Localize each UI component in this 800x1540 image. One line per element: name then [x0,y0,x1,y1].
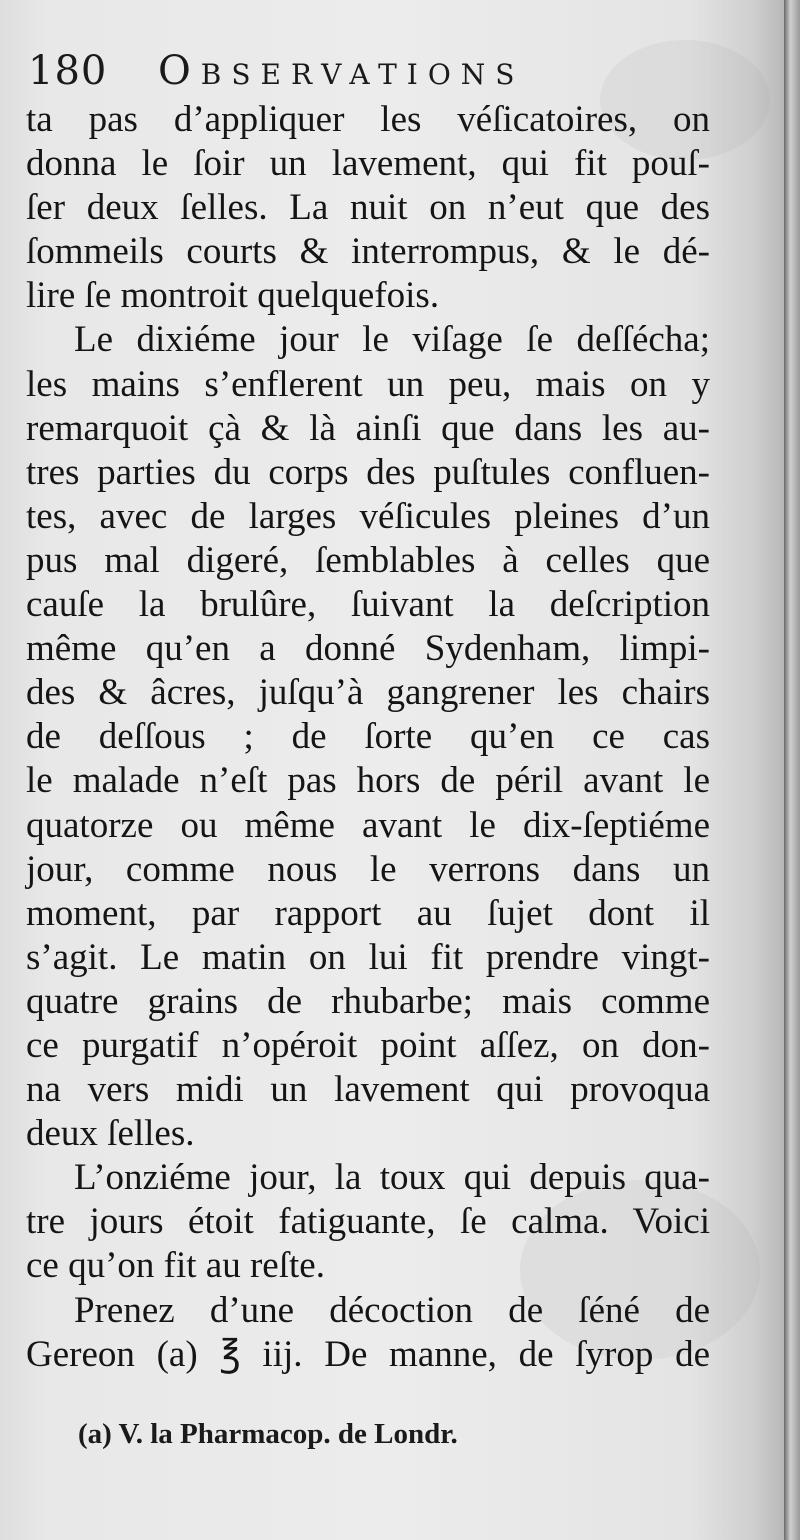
text-line: ce qu’on fit au reſte. [26,1245,325,1287]
text-line: pus mal digeré, ſemblables à celles que [26,539,710,581]
text-line: s’agit. Le matin on lui fit prendre vingt- [26,936,710,978]
text-line: lire ſe montroit quelquefois. [26,275,440,317]
text-line: ta pas d’appliquer les véſicatoires, on [26,99,710,140]
text-line: deux ſelles. [26,1113,195,1155]
text-line: les mains s’enflerent un peu, mais on y [26,363,710,405]
text-line: jour, comme nous le verrons dans un [26,848,710,890]
text-line: tres parties du corps des puſtules confluen- [26,451,710,493]
text-line: L’onziéme jour, la toux qui depuis qua- [74,1157,710,1199]
text-line: moment, par rapport au ſujet dont il [26,892,710,934]
text-line: ce purgatif n’opéroit point aſſez, on don- [26,1024,710,1066]
text-line: quatre grains de rhubarbe; mais comme [26,980,710,1022]
text-line: même qu’en a donné Sydenham, limpi- [26,628,710,670]
text-line: des & âcres, juſqu’à gangrener les chairs [26,672,710,714]
footnote: (a) V. la Pharmacop. de Londr. [78,1418,458,1450]
text-line: ſer deux ſelles. La nuit on n’eut que des [26,187,710,229]
text-line: tes, avec de larges véſicules pleines d’un [26,495,710,537]
body-text [26,98,710,1377]
text-line: le malade n’eſt pas hors de péril avant le [26,760,710,802]
text-line: de deſſous ; de ſorte qu’en ce cas [26,716,710,758]
text-line: Gereon (a) ℥ iij. De manne, de ſyrop de [26,1333,710,1375]
text-line: na vers midi un lavement qui provoqua [26,1069,710,1111]
running-head: Observations [158,48,525,94]
text-line: Le dixiéme jour le viſage ſe deſſécha; [74,319,710,361]
text-line: donna le ſoir un lavement, qui fit pouſ- [26,143,710,185]
page-header [28,46,748,96]
text-line: remarquoit çà & là ainſi que dans les au- [26,407,710,449]
text-line: ſommeils courts & interrompus, & le dé- [26,231,710,273]
text-line: tre jours étoit fatiguante, ſe calma. Voici [26,1201,710,1243]
text-line: cauſe la brulûre, ſuivant la deſcription [26,584,710,626]
page-gutter-shadow [784,0,800,1540]
page-number: 180 [28,48,108,94]
text-line: quatorze ou même avant le dix-ſeptiéme [26,804,710,846]
text-line: Prenez d’une décoction de ſéné de [74,1289,710,1331]
